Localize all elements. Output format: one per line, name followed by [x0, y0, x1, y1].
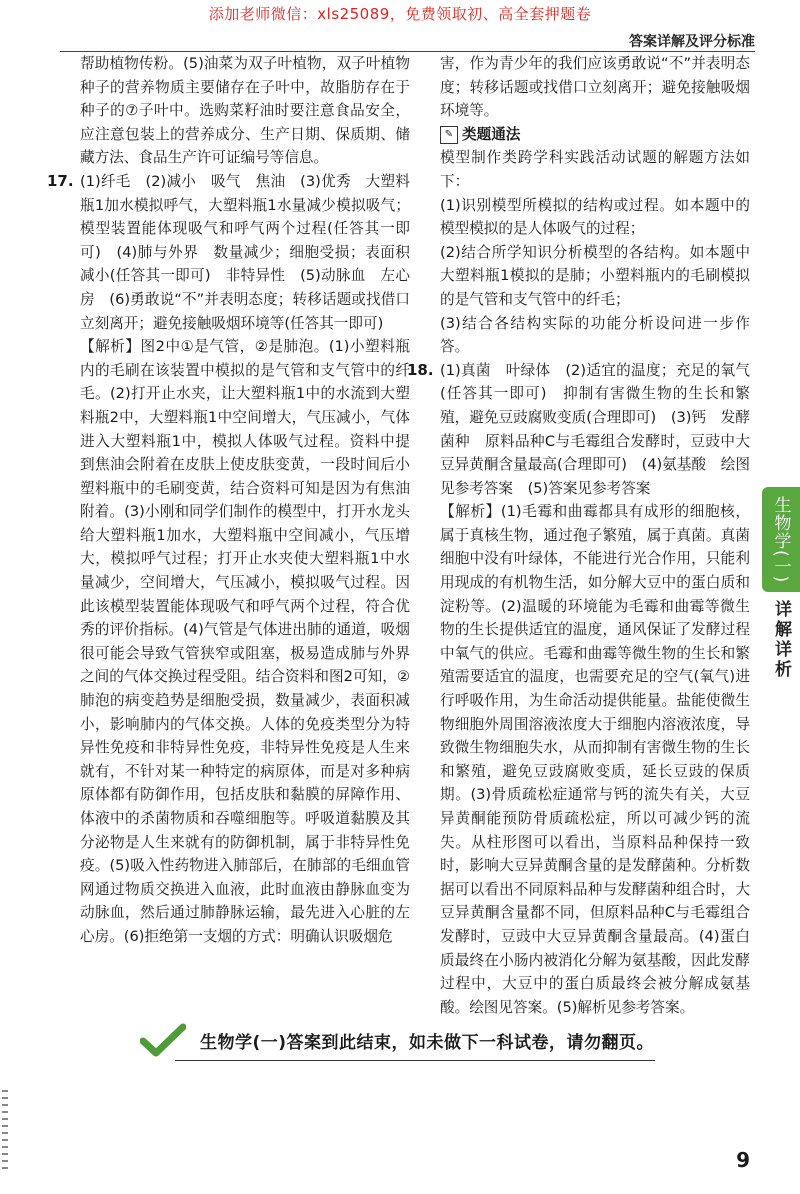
- q17-continuation: 害，作为青少年的我们应该勇敢说“不”并表明态度；转移话题或找借口立刻离开；避免接触吸烟环境等。: [440, 55, 750, 120]
- watermark-banner: 添加老师微信：xls25089，免费领取初、高全套押题卷: [208, 5, 592, 23]
- question-17: [47, 170, 410, 949]
- method-step-1: (1)识别模型所模拟的结构或过程。如本题中的模型模拟的是人体吸气的过程；: [440, 196, 750, 238]
- check-mark-icon: [140, 1023, 186, 1057]
- subject-tab: 生物学(一): [762, 487, 800, 592]
- header-title: 答案详解及评分标准: [629, 34, 755, 50]
- question-17-number: 17.: [47, 171, 74, 190]
- question-18-number: 18.: [407, 360, 434, 379]
- method-step-2: (2)结合所学知识分析模型的各结构。如本题中大塑料瓶1模拟的是肺；小塑料瓶内的毛刷模拟的是气管和支气管中的纤毛；: [440, 243, 750, 308]
- end-notice-underline: [175, 1060, 655, 1061]
- question-17-answer: (1)纤毛 (2)减小 吸气 焦油 (3)优秀 大塑料瓶1加水模拟呼气，大塑料瓶1水量减少模拟吸气；模型装置能体现吸气和呼气两个过程(任答其一即可) (4)肺与外界 数量减少；细胞受损；表面积减小(任答其一即可) 非特异性 (5)动脉血 左心房 (6)勇敢说“不”并表明态度；转移话题或找借口立刻离开；避免接触吸烟环境等(任答其一即可): [80, 172, 410, 332]
- method-title: 类题通法: [462, 125, 521, 143]
- side-label: 详解详析: [771, 600, 791, 680]
- left-column: [47, 52, 410, 949]
- q16-continuation: 帮助植物传粉。(5)油菜为双子叶植物，双子叶植物种子的营养物质主要储存在子叶中，故脂肪存在于种子的⑦子叶中。选购菜籽油时要注意食品安全，应注意包装上的营养成分、生产日期、保质期、储藏方法、食品生产许可证编号等信息。: [80, 55, 410, 167]
- method-heading: [440, 123, 750, 147]
- question-18-answer: (1)真菌 叶绿体 (2)适宜的温度；充足的氧气(任答其一即可) 抑制有害微生物的生长和繁殖，避免豆豉腐败变质(合理即可) (3)钙 发酵菌种 原料品种C与毛霉组合发酵时，豆豉中大豆异黄酮含量最高(合理即可) (4)氨基酸 绘图见参考答案 (5)答案见参考答案: [440, 361, 750, 497]
- page-number: 9: [736, 1148, 750, 1172]
- binding-dots: [2, 1090, 8, 1170]
- note-pencil-icon: ✎: [440, 126, 458, 144]
- right-column: [407, 52, 750, 1019]
- method-intro: 模型制作类跨学科实践活动试题的解题方法如下：: [440, 149, 750, 190]
- end-notice: 生物学(一)答案到此结束，如未做下一科试卷，请勿翻页。: [200, 1032, 655, 1053]
- end-notice-bar: [140, 1024, 700, 1056]
- question-18: [407, 359, 750, 1020]
- question-18-analysis: 【解析】(1)毛霉和曲霉都具有成形的细胞核，属于真核生物，通过孢子繁殖，属于真菌。真菌细胞中没有叶绿体，不能进行光合作用，只能利用现成的有机物生活，如分解大豆中的蛋白质和淀粉等。(2)温暖的环境能为毛霉和曲霉等微生物的生长提供适宜的温度，通风保证了发酵过程中氧气的供应。毛霉和曲霉等微生物的生长和繁殖需要适宜的温度，也需要充足的空气(氧气)进行呼吸作用，为生命活动提供能量。盐能使微生物细胞外周围溶液浓度大于细胞内溶液浓度，导致微生物细胞失水，从而抑制有害微生物的生长和繁殖，避免豆豉腐败变质，延长豆豉的保质期。(3)骨质疏松症通常与钙的流失有关，大豆异黄酮能预防骨质疏松症，所以可减少钙的流失。从柱形图可以看出，当原料品种保持一致时，影响大豆异黄酮含量的是发酵菌种。分析数据可以看出不同原料品种与发酵菌种组合时，大豆异黄酮含量都不同，但原料品种C与毛霉组合发酵时，豆豉中大豆异黄酮含量最高。(4)蛋白质最终在小肠内被消化分解为氨基酸，因此发酵过程中，大豆中的蛋白质最终会被分解成氨基酸。绘图见答案。(5)解析见参考答案。: [440, 503, 750, 1016]
- question-17-analysis: 【解析】图2中①是气管，②是肺泡。(1)小塑料瓶内的毛刷在该装置中模拟的是气管和支气管中的纤毛。(2)打开止水夹，让大塑料瓶1中的水流到大塑料瓶2中，大塑料瓶1中空间增大，气压减小，气体进入大塑料瓶1中，模拟人体吸气过程。资料中提到焦油会附着在皮肤上使皮肤变黄，一段时间后小塑料瓶中的毛刷变黄，结合资料可知是因为有焦油附着。(3)小刚和同学们制作的模型中，打开水龙头给大塑料瓶1加水，大塑料瓶中空间减小，气压增大，模拟呼气过程；打开止水夹使大塑料瓶1中水量减少，空间增大，气压减小，模拟吸气过程。因此该模型装置能体现吸气和呼气两个过程，符合优秀的评价指标。(4)气管是气体进出肺的通道，吸烟很可能会导致气管狭窄或阻塞，极易造成肺与外界之间的气体交换过程受阻。结合资料和图2可知，②肺泡的病变趋势是细胞受损，数量减少，表面积减小，影响肺内的气体交换。人体的免疫类型分为特异性免疫和非特异性免疫，非特异性免疫是人生来就有，不针对某一种特定的病原体，而是对多种病原体都有防御作用，包括皮肤和黏膜的屏障作用、体液中的杀菌物质和吞噬细胞等。呼吸道黏膜及其分泌物是人生来就有的防御机制，属于非特异性免疫。(5)吸入性药物进入肺部后，在肺部的毛细血管网通过物质交换进入血液，此时血液由静脉血变为动脉血，然后通过肺静脉运输，最先进入心脏的左心房。(6)拒绝第一支烟的方式：明确认识吸烟危: [80, 338, 410, 945]
- method-step-3: (3)结合各结构实际的功能分析设问进一步作答。: [440, 314, 750, 356]
